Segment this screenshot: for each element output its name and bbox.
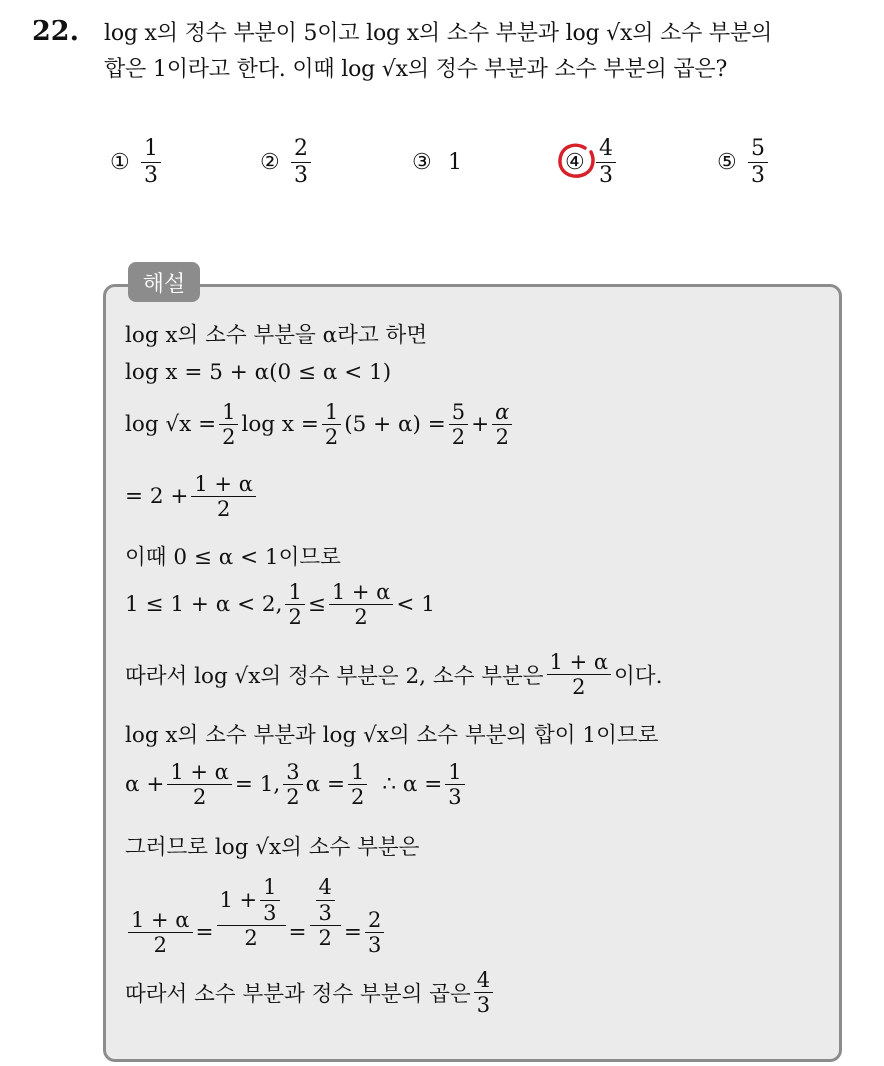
choice-2[interactable] bbox=[260, 130, 314, 194]
choice-1[interactable] bbox=[110, 130, 164, 194]
denominator: 2 bbox=[288, 605, 302, 630]
numerator: 1 bbox=[448, 760, 462, 784]
numerator: 1 bbox=[222, 400, 236, 424]
denominator: 2 bbox=[495, 425, 509, 450]
answer-choices bbox=[110, 130, 810, 200]
denominator: 2 bbox=[192, 785, 207, 810]
fraction bbox=[547, 650, 612, 699]
complex-fraction bbox=[217, 875, 286, 949]
fraction bbox=[329, 580, 394, 629]
denominator: 2 bbox=[451, 425, 466, 450]
numerator: 1 bbox=[144, 136, 158, 162]
solution-line-6 bbox=[125, 580, 435, 629]
choice-5[interactable] bbox=[717, 130, 771, 194]
numerator: 3 bbox=[286, 760, 300, 784]
expr: log √x = bbox=[125, 412, 217, 438]
denominator: 3 bbox=[751, 162, 765, 188]
choice-number: ① bbox=[110, 149, 130, 175]
expr: 1 + bbox=[219, 887, 258, 912]
denominator: 3 bbox=[263, 900, 277, 925]
question-number: 22. bbox=[32, 16, 79, 47]
numerator: 2 bbox=[367, 908, 382, 932]
numerator: 5 bbox=[451, 400, 466, 424]
choice-fraction bbox=[291, 136, 311, 188]
choice-fraction bbox=[141, 136, 161, 188]
numerator: 1 bbox=[351, 760, 365, 784]
expr: 따라서 소수 부분과 정수 부분의 곱은 bbox=[125, 982, 471, 1008]
choice-4[interactable] bbox=[565, 130, 619, 194]
solution-line-1: log x의 소수 부분을 α라고 하면 bbox=[125, 323, 428, 348]
expr: + bbox=[471, 412, 490, 438]
fraction bbox=[322, 400, 341, 449]
numerator: 4 bbox=[599, 136, 613, 162]
fraction bbox=[316, 875, 335, 924]
numerator: 1 bbox=[324, 400, 339, 424]
denominator: 3 bbox=[144, 162, 158, 188]
expr: ≤ bbox=[307, 592, 326, 618]
fraction bbox=[492, 400, 512, 449]
choice-3[interactable] bbox=[412, 130, 462, 194]
expr: 1 ≤ 1 + α < 2, bbox=[125, 592, 283, 618]
numerator: 4 bbox=[318, 875, 332, 900]
solution-line-12 bbox=[125, 968, 496, 1017]
expr: = bbox=[288, 920, 307, 946]
numerator bbox=[217, 875, 286, 924]
expr: 따라서 log √x의 정수 부분은 2, 소수 부분은 bbox=[125, 664, 544, 690]
numerator: 4 bbox=[476, 968, 491, 992]
denominator: 2 bbox=[351, 785, 365, 810]
denominator: 3 bbox=[476, 993, 491, 1018]
expr: α + bbox=[125, 772, 165, 798]
expr: 이다. bbox=[614, 664, 663, 690]
numerator: 1 + α bbox=[194, 472, 253, 496]
numerator: 1 + α bbox=[549, 650, 609, 674]
denominator: 3 bbox=[318, 900, 332, 925]
numerator: 5 bbox=[751, 136, 765, 162]
fraction bbox=[365, 908, 384, 957]
choice-fraction bbox=[748, 136, 768, 188]
solution-line-3 bbox=[125, 400, 515, 449]
expr: ∴ α = bbox=[382, 772, 443, 798]
fraction bbox=[348, 760, 367, 809]
solution-line-4 bbox=[125, 472, 259, 521]
fraction bbox=[445, 760, 464, 809]
denominator: 2 bbox=[354, 605, 368, 630]
numerator: 1 + α bbox=[170, 760, 229, 784]
fraction bbox=[283, 760, 302, 809]
denominator: 2 bbox=[324, 425, 339, 450]
fraction bbox=[449, 400, 468, 449]
solution-line-5: 이때 0 ≤ α < 1이므로 bbox=[125, 545, 341, 570]
numerator: 1 + α bbox=[131, 908, 190, 932]
expr: = bbox=[343, 920, 362, 946]
expr: α = bbox=[305, 772, 345, 798]
complex-fraction bbox=[310, 875, 341, 949]
numerator: 1 bbox=[263, 875, 277, 900]
denominator: 2 bbox=[572, 675, 586, 700]
fraction bbox=[128, 908, 193, 957]
fraction bbox=[260, 875, 279, 924]
denominator: 2 bbox=[286, 785, 300, 810]
denominator: 3 bbox=[599, 162, 613, 188]
fraction bbox=[219, 400, 238, 449]
solution-line-8: log x의 소수 부분과 log √x의 소수 부분의 합이 1이므로 bbox=[125, 723, 659, 748]
expr: = bbox=[195, 920, 214, 946]
solution-line-2: log x = 5 + α(0 ≤ α < 1) bbox=[125, 360, 392, 385]
expr: < 1 bbox=[396, 592, 435, 618]
fraction bbox=[191, 472, 256, 521]
expr: = 1, bbox=[234, 772, 281, 798]
choice-value: 1 bbox=[448, 149, 462, 175]
question-text-line-1: log x의 정수 부분이 5이고 log x의 소수 부분과 log √x의 소수 부분의 bbox=[104, 21, 773, 46]
denominator: 3 bbox=[294, 162, 308, 188]
denominator: 2 bbox=[153, 933, 167, 958]
denominator: 2 bbox=[216, 497, 231, 522]
choice-number: ④ bbox=[565, 149, 585, 175]
numerator: 1 bbox=[288, 580, 302, 604]
denominator: 2 bbox=[244, 925, 258, 950]
denominator: 3 bbox=[367, 933, 382, 958]
denominator: 2 bbox=[318, 925, 332, 950]
solution-line-7 bbox=[125, 650, 662, 699]
fraction bbox=[474, 968, 493, 1017]
solution-tag: 해설 bbox=[128, 262, 200, 302]
fraction bbox=[167, 760, 232, 809]
choice-fraction bbox=[596, 136, 616, 188]
numerator bbox=[310, 875, 341, 924]
choice-number: ② bbox=[260, 149, 280, 175]
solution-line-9 bbox=[125, 760, 468, 809]
expr: = 2 + bbox=[125, 484, 189, 510]
solution-line-11 bbox=[125, 868, 387, 957]
denominator: 2 bbox=[222, 425, 236, 450]
expr: log x = bbox=[241, 412, 319, 438]
fraction bbox=[285, 580, 304, 629]
numerator: 1 + α bbox=[331, 580, 391, 604]
question-text-line-2: 합은 1이라고 한다. 이때 log √x의 정수 부분과 소수 부분의 곱은? bbox=[104, 57, 728, 82]
numerator: α bbox=[495, 400, 510, 424]
numerator: 2 bbox=[294, 136, 308, 162]
expr: (5 + α) = bbox=[344, 412, 446, 438]
choice-number: ③ bbox=[412, 149, 432, 175]
choice-number: ⑤ bbox=[717, 149, 737, 175]
solution-line-10: 그러므로 log √x의 소수 부분은 bbox=[125, 835, 420, 860]
denominator: 3 bbox=[448, 785, 462, 810]
